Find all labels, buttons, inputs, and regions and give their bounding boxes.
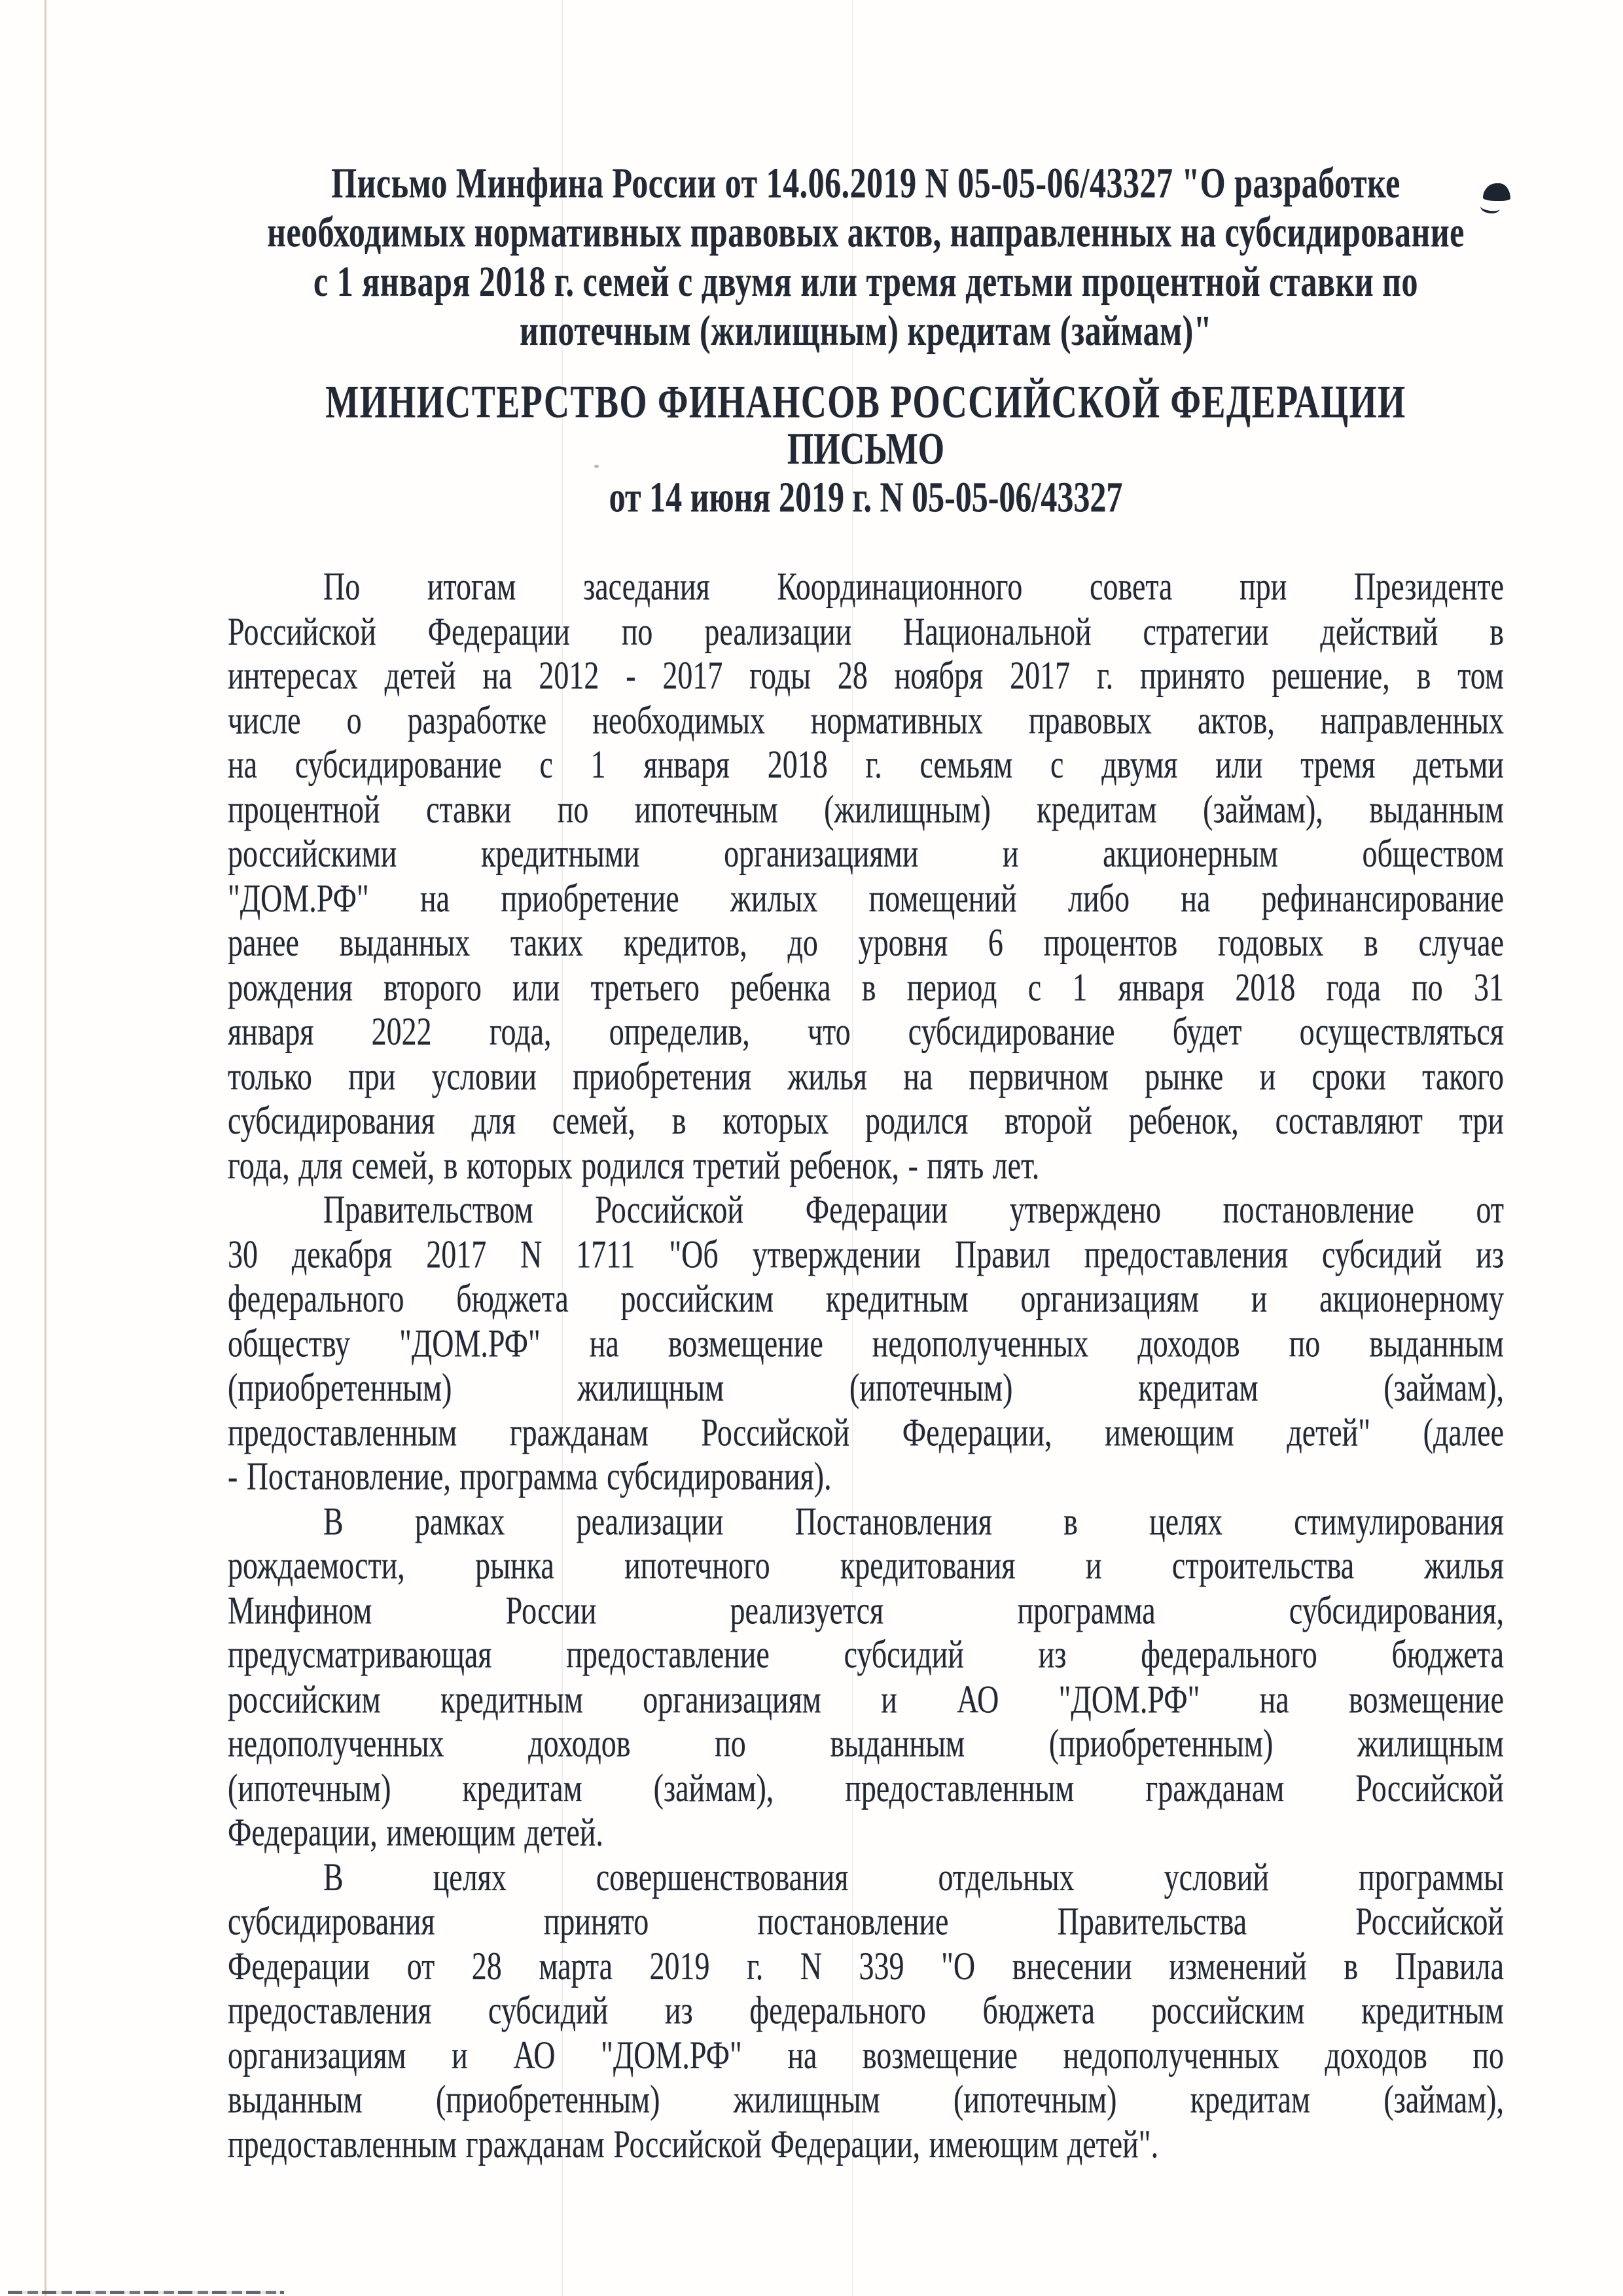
body-line: года, для семей, в которых родился третий ребенок, - пять лет. — [228, 1142, 1040, 1187]
body-line: предоставленным гражданам Российской Федерации, имеющим детей" (далее — [228, 1409, 1504, 1454]
body-line: организациям и АО "ДОМ.РФ" на возмещение недополученных доходов по — [228, 2032, 1504, 2077]
body-line: недополученных доходов по выданным (приобретенным) жилищным — [228, 1721, 1504, 1765]
document-type: ПИСЬМО — [787, 425, 945, 475]
body-line: Правительством Российской Федерации утверждено постановление от — [323, 1187, 1504, 1232]
body-line: процентной ставки по ипотечным (жилищным) кредитам (займам), выданным — [228, 786, 1504, 831]
body-line: выданным (приобретенным) жилищным (ипотечным) кредитам (займам), — [228, 2077, 1504, 2121]
title-line: Письмо Минфина России от 14.06.2019 N 05-05-06/43327 "О разработке — [331, 158, 1400, 207]
letterhead — [228, 378, 1504, 521]
body-line: (ипотечным) кредитам (займам), предоставленным гражданам Российской — [228, 1765, 1504, 1810]
body-line: Российской Федерации по реализации Национальной стратегии действий в — [228, 608, 1504, 653]
body-line: 30 декабря 2017 N 1711 "Об утверждении Правил предоставления субсидий из — [228, 1231, 1504, 1276]
body-line: российским кредитным организациям и АО "ДОМ.РФ" на возмещение — [228, 1676, 1504, 1721]
body-line: ранее выданных таких кредитов, до уровня 6 процентов годовых в случае — [228, 920, 1504, 965]
body-line: Федерации от 28 марта 2019 г. N 339 "О внесении изменений в Правила — [228, 1943, 1504, 1988]
body-line: федерального бюджета российским кредитным организациям и акционерному — [228, 1276, 1504, 1320]
body-line: В рамках реализации Постановления в целях стимулирования — [323, 1498, 1504, 1543]
body-line: на субсидирование с 1 января 2018 г. семьям с двумя или тремя детьми — [228, 742, 1504, 787]
body-line: - Постановление, программа субсидирования). — [228, 1454, 832, 1498]
body-line: обществу "ДОМ.РФ" на возмещение недополученных доходов по выданным — [228, 1320, 1504, 1365]
body-line: (приобретенным) жилищным (ипотечным) кредитам (займам), — [228, 1365, 1504, 1409]
body-line: российскими кредитными организациями и акционерным обществом — [228, 831, 1504, 876]
body-line: рождаемости, рынка ипотечного кредитования и строительства жилья — [228, 1543, 1504, 1587]
body-line: числе о разработке необходимых нормативных правовых актов, направленных — [228, 697, 1504, 742]
body-line: субсидирования для семей, в которых родился второй ребенок, составляют три — [228, 1098, 1504, 1143]
body-line: По итогам заседания Координационного совета при Президенте — [323, 564, 1504, 609]
scan-margin-line — [45, 0, 46, 2296]
title-line: необходимых нормативных правовых актов, направленных на субсидирование — [267, 207, 1465, 257]
body-line: субсидирования принято постановление Правительства Российской — [228, 1899, 1504, 1943]
body-line: Федерации, имеющим детей. — [228, 1810, 603, 1854]
document-body — [228, 564, 1504, 2166]
body-line: предоставленным гражданам Российской Федерации, имеющим детей". — [228, 2121, 1159, 2166]
body-line: только при условии приобретения жилья на первичном рынке и сроки такого — [228, 1053, 1504, 1098]
body-line: В целях совершенствования отдельных условий программы — [323, 1854, 1504, 1899]
document-date-number: от 14 июня 2019 г. N 05-05-06/43327 — [609, 472, 1123, 521]
body-line: "ДОМ.РФ" на приобретение жилых помещений либо на рефинансирование — [228, 875, 1504, 920]
body-line: интересах детей на 2012 - 2017 годы 28 ноября 2017 г. принято решение, в том — [228, 653, 1504, 698]
body-line: рождения второго или третьего ребенка в период с 1 января 2018 года по 31 — [228, 964, 1504, 1009]
title-line: ипотечным (жилищным) кредитам (займам)" — [519, 306, 1213, 355]
document-content — [228, 0, 1504, 2296]
body-line: предоставления субсидий из федерального бюджета российским кредитным — [228, 1988, 1504, 2032]
body-line: Минфином России реализуется программа субсидирования, — [228, 1587, 1504, 1632]
ministry-name: МИНИСТЕРСТВО ФИНАНСОВ РОССИЙСКОЙ ФЕДЕРАЦИИ — [325, 376, 1406, 428]
title-line: с 1 января 2018 г. семей с двумя или тремя детьми процентной ставки по — [313, 257, 1418, 306]
body-line: января 2022 года, определив, что субсидирование будет осуществляться — [228, 1009, 1504, 1054]
body-line: предусматривающая предоставление субсидий из федерального бюджета — [228, 1632, 1504, 1676]
document-title — [228, 158, 1504, 355]
